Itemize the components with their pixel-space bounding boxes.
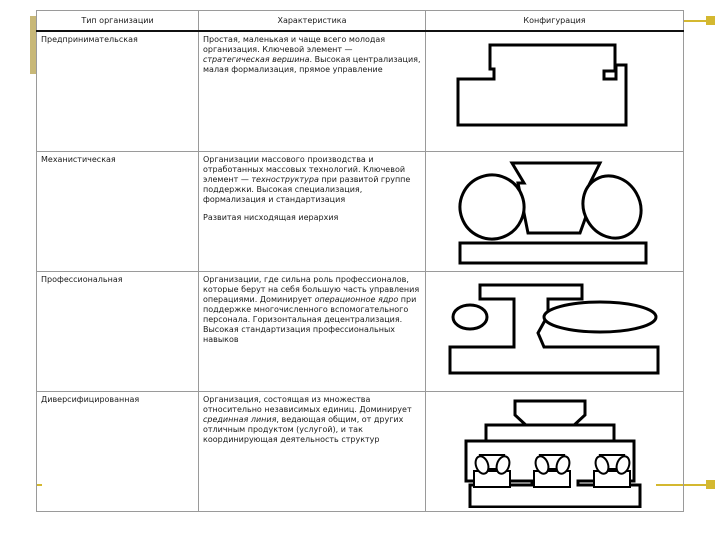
slide-decoration-square-bottom <box>706 480 715 489</box>
header-configuration: Конфигурация <box>426 11 684 32</box>
description-cell <box>199 272 426 392</box>
division-unit <box>593 454 631 487</box>
entrepreneurial-shape <box>458 45 626 125</box>
table-row <box>37 392 684 512</box>
type-cell: Механистическая <box>37 152 199 272</box>
description-text: Организации, где сильна роль профессионалов, которые берут на себя большую часть управления операциями. Доминирует операционное ядро при поддержке многочисленного вспомогательного персонала. Горизонтальная децентрализация. Высокая стандартизация профессиональных навыков <box>203 275 420 344</box>
key-element-text: операционное ядро <box>314 295 399 304</box>
headquarters-base-rect <box>486 425 614 441</box>
division-unit <box>473 454 511 487</box>
description-cell <box>199 31 426 152</box>
key-element-text: стратегическая вершина <box>203 55 310 64</box>
header-description: Характеристика <box>199 11 426 32</box>
table-header-row <box>37 11 684 32</box>
organization-types-table <box>36 10 684 512</box>
type-cell: Профессиональная <box>37 272 199 392</box>
divisional-configuration-diagram <box>430 395 679 508</box>
type-cell: Диверсифицированная <box>37 392 199 512</box>
description-extra: Развитая нисходящая иерархия <box>203 213 339 222</box>
type-cell: Предпринимательская <box>37 31 199 152</box>
description-cell <box>199 392 426 512</box>
technostructure-ellipse <box>453 305 487 329</box>
configuration-cell <box>426 31 684 152</box>
professional-configuration-diagram <box>430 275 679 388</box>
machine-configuration-diagram <box>430 155 679 268</box>
slide-decoration-square-top <box>706 16 715 25</box>
key-element-text: техноструктура <box>251 175 319 184</box>
division-unit <box>533 454 571 487</box>
description-text: Простая, маленькая и чаще всего молодая организация. Ключевой элемент — стратегическая вершина. Высокая централизация, малая формализация, прямое управление <box>203 35 421 74</box>
description-text: Организации массового производства и отработанных массовых технологий. Ключевой элемент — техноструктура при развитой группе поддержки. Высокая специализация, формализация и стандартизация <box>203 155 411 204</box>
description-text: Организация, состоящая из множества относительно независимых единиц. Доминирует срединная линия, ведающая общим, от других отличным продуктом (услугой), и так координирующая деятельность структур <box>203 395 412 444</box>
table-row <box>37 31 684 152</box>
key-element-text: срединная линия <box>203 415 277 424</box>
configuration-cell <box>426 272 684 392</box>
support-staff-ellipse <box>544 302 656 332</box>
table-row <box>37 152 684 272</box>
configuration-cell <box>426 152 684 272</box>
header-type: Тип организации <box>37 11 199 32</box>
table-row <box>37 272 684 392</box>
entrepreneurial-configuration-diagram <box>430 35 679 148</box>
configuration-cell <box>426 392 684 512</box>
description-cell <box>199 152 426 272</box>
machine-base-shape <box>460 243 646 263</box>
